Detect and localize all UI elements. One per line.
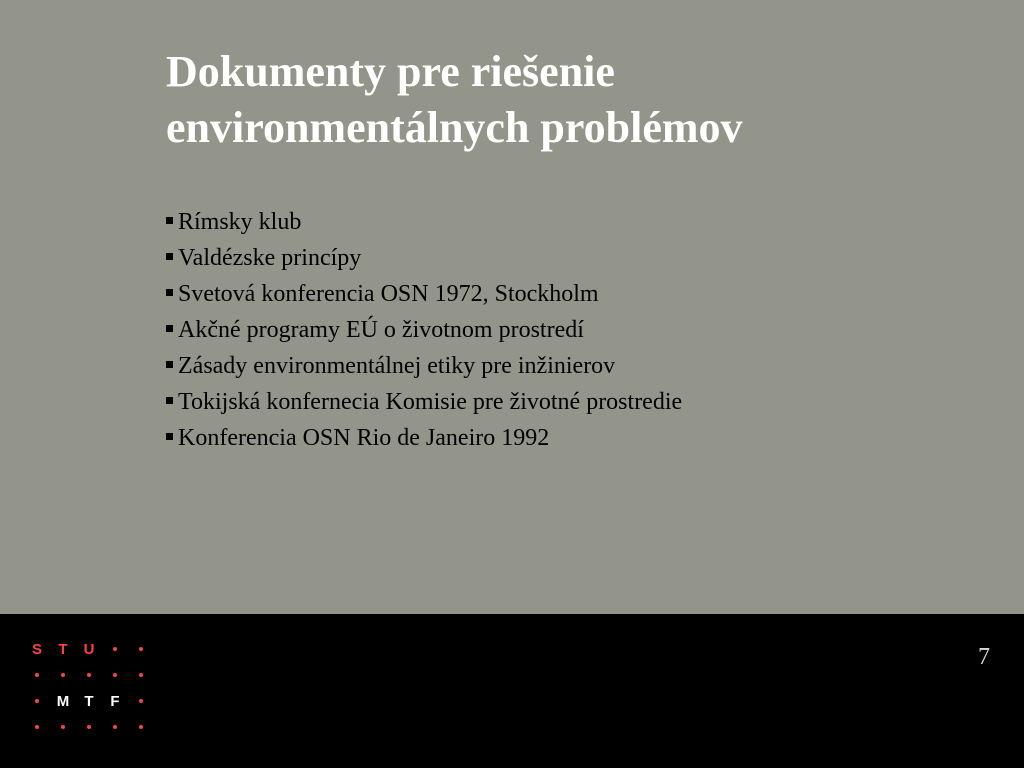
logo-dot-icon: [113, 647, 117, 651]
logo-dot-icon: [28, 664, 46, 688]
bullet-item: [166, 312, 682, 348]
logo-row: [28, 690, 150, 714]
logo-dot-icon: [35, 699, 39, 703]
logo-letter: T: [58, 641, 68, 658]
logo-dot-icon: [113, 673, 117, 677]
logo-dot-icon: [139, 725, 143, 729]
bullet-text: Akčné programy EÚ o životnom prostredí: [178, 317, 584, 343]
logo-row: [28, 664, 150, 688]
square-bullet-icon: [166, 361, 173, 368]
logo-dot-icon: [28, 716, 46, 740]
logo-dot-icon: [87, 673, 91, 677]
logo-dot-icon: [61, 673, 65, 677]
logo-row: [28, 638, 150, 662]
logo-dot-icon: [80, 716, 98, 740]
bullet-list: [166, 204, 682, 456]
slide-title-line-2: environmentálnych problémov: [166, 103, 743, 152]
logo-letter: [54, 690, 72, 714]
bullet-item: [166, 420, 682, 456]
logo-letter: M: [56, 693, 70, 710]
square-bullet-icon: [166, 433, 173, 440]
logo-dot-icon: [106, 638, 124, 662]
bullet-text: Zásady environmentálnej etiky pre inžinierov: [178, 353, 616, 379]
logo-dot-icon: [132, 690, 150, 714]
square-bullet-icon: [166, 325, 173, 332]
logo-dot-icon: [132, 716, 150, 740]
logo-row: [28, 716, 150, 740]
logo-dot-icon: [139, 647, 143, 651]
logo-letter: F: [110, 693, 120, 710]
logo-letter: [54, 638, 72, 662]
bullet-item: [166, 276, 682, 312]
logo-dot-icon: [80, 664, 98, 688]
square-bullet-icon: [166, 253, 173, 260]
logo-dot-icon: [139, 673, 143, 677]
bullet-text: Rímsky klub: [178, 209, 302, 235]
logo-dot-icon: [106, 716, 124, 740]
bullet-item: [166, 384, 682, 420]
logo-dot-icon: [132, 664, 150, 688]
slide-title: [166, 44, 986, 156]
logo-letter: S: [31, 641, 42, 658]
logo-dot-icon: [113, 725, 117, 729]
logo-dot-icon: [139, 699, 143, 703]
logo-dot-icon: [132, 638, 150, 662]
logo-letter: [80, 638, 98, 662]
bullet-text: Tokijská konfernecia Komisie pre životné prostredie: [178, 389, 683, 415]
logo-letter: [28, 638, 46, 662]
logo-dot-icon: [54, 664, 72, 688]
slide-title-line-1: Dokumenty pre riešenie: [166, 47, 615, 96]
page-number: 7: [978, 644, 990, 670]
square-bullet-icon: [166, 289, 173, 296]
slide-footer: [0, 614, 1024, 768]
logo-dot-icon: [28, 690, 46, 714]
stu-mtf-logo: [28, 638, 150, 738]
square-bullet-icon: [166, 397, 173, 404]
bullet-text: Konferencia OSN Rio de Janeiro 1992: [178, 425, 550, 451]
logo-dot-icon: [106, 664, 124, 688]
bullet-item: [166, 240, 682, 276]
bullet-item: [166, 204, 682, 240]
logo-letter: U: [83, 641, 95, 658]
logo-letter: [106, 690, 124, 714]
square-bullet-icon: [166, 217, 173, 224]
logo-dot-icon: [35, 725, 39, 729]
bullet-item: [166, 348, 682, 384]
logo-dot-icon: [61, 725, 65, 729]
logo-letter: T: [84, 693, 94, 710]
logo-dot-icon: [35, 673, 39, 677]
bullet-text: Valdézske princípy: [178, 245, 362, 271]
bullet-text: Svetová konferencia OSN 1972, Stockholm: [178, 281, 599, 307]
logo-letter: [80, 690, 98, 714]
logo-dot-icon: [54, 716, 72, 740]
logo-dot-icon: [87, 725, 91, 729]
